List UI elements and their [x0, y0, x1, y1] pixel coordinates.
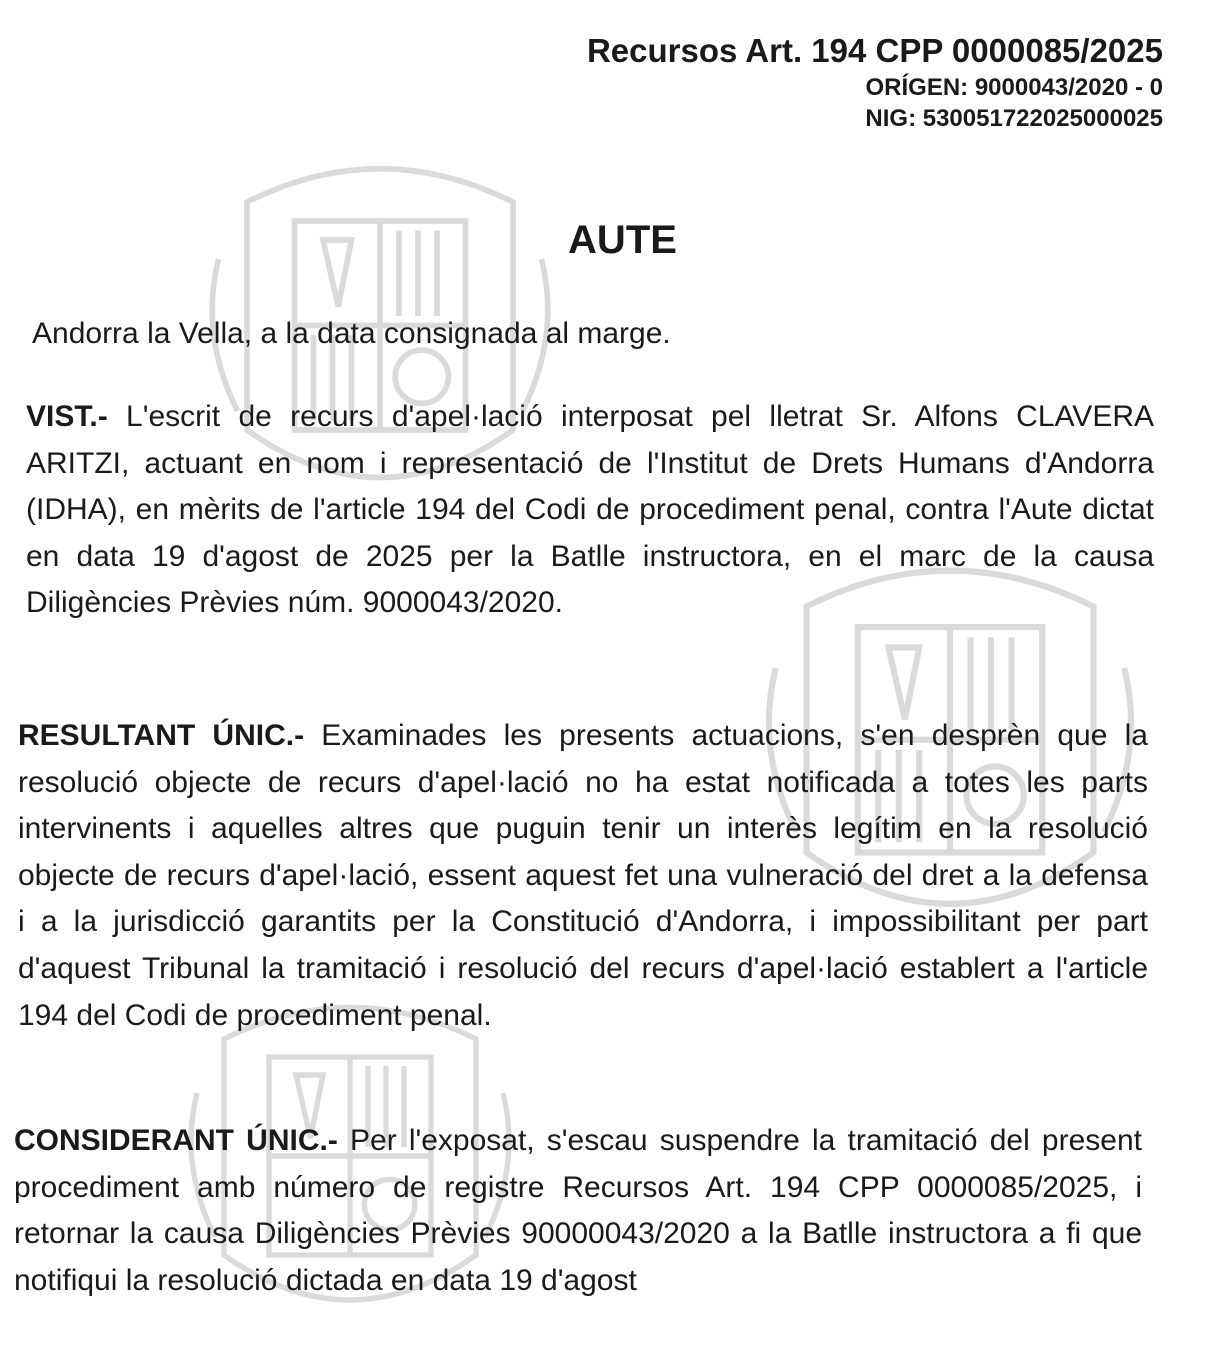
vist-paragraph [26, 394, 1154, 627]
vist-label: VIST.- [26, 400, 108, 433]
considerant-paragraph [14, 1118, 1142, 1304]
document-title: AUTE [568, 218, 677, 262]
resultant-text: Examinades les presents actuacions, s'en desprèn que la resolució objecte de recurs d'apel·lació no ha estat notificada a totes les parts intervinents i aquelles altres que puguin tenir un interès legítim en la resolució objecte de recurs d'apel·lació, essent aquest fet una vulneració del dret a la defensa i a la jurisdicció garantits per la Constitució d'Andorra, i impossibilitant per part d'aquest Tribunal la tramitació i resolució del recurs d'apel·lació establert a l'article 194 del Codi de procediment penal. [18, 719, 1148, 1032]
nig-reference: NIG: 530051722025000025 [865, 105, 1163, 132]
considerant-label: CONSIDERANT ÚNIC.- [14, 1124, 338, 1157]
resultant-paragraph [18, 713, 1148, 1039]
considerant-text: Per l'exposat, s'escau suspendre la tramitació del present procediment amb número de registre Recursos Art. 194 CPP 0000085/2025, i retornar la causa Diligències Prèvies 90000043/2020 a la Batlle instructora a fi que notifiqui la resolució dictada en data 19 d'agost [14, 1124, 1142, 1297]
dateline: Andorra la Vella, a la data consignada al marge. [32, 317, 671, 350]
document-header [587, 30, 1163, 134]
origin-reference: ORÍGEN: 9000043/2020 - 0 [865, 74, 1163, 101]
resultant-label: RESULTANT ÚNIC.- [18, 719, 305, 752]
vist-text: L'escrit de recurs d'apel·lació interposat pel lletrat Sr. Alfons CLAVERA ARITZI, actuant en nom i representació de l'Institut de Drets Humans d'Andorra (IDHA), en mèrits de l'article 194 del Codi de procediment penal, contra l'Aute dictat en data 19 d'agost de 2025 per la Batlle instructora, en el marc de la causa Diligències Prèvies núm. 9000043/2020. [26, 400, 1155, 620]
case-reference: Recursos Art. 194 CPP 0000085/2025 [586, 32, 1163, 69]
